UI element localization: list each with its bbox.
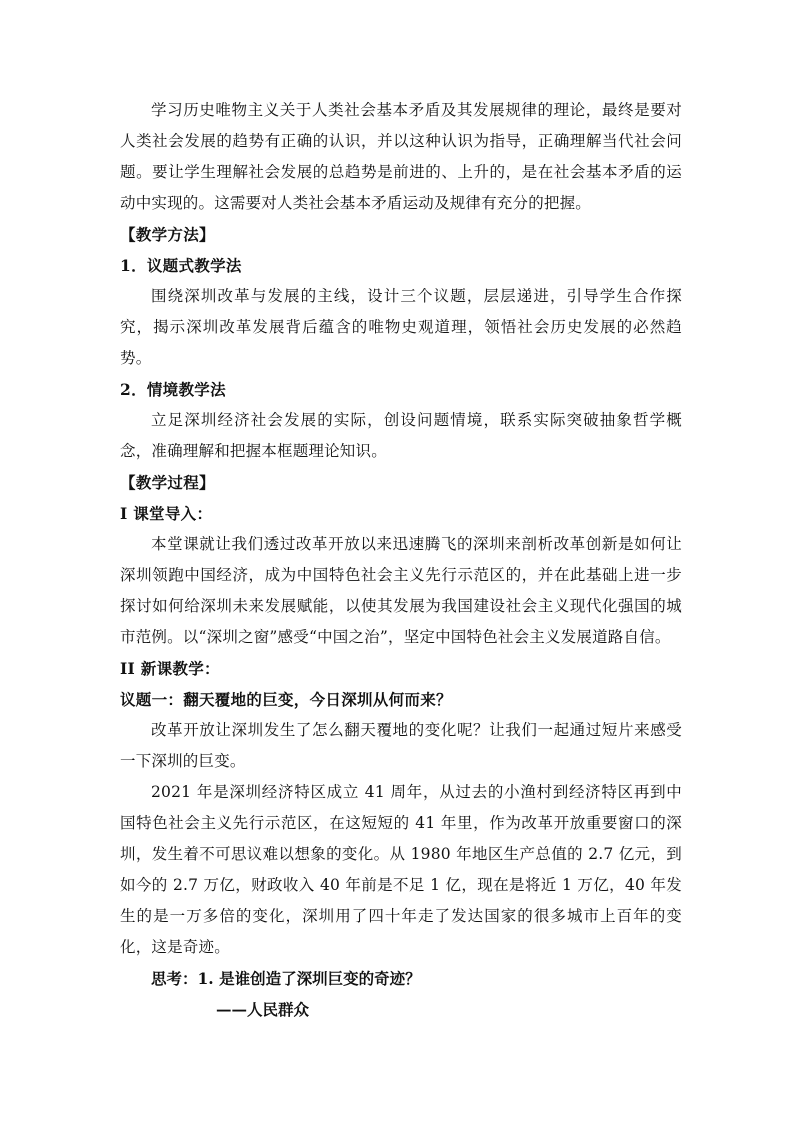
method-2-title: 2．情境教学法	[120, 380, 226, 399]
process-heading: 【教学过程】	[120, 473, 215, 492]
topic-1-text-2: 2021 年是深圳经济特区成立 41 周年，从过去的小渔村到经济特区再到中国特色社会主义先行示范区，在这短短的 41 年里，作为改革开放重要窗口的深圳，发生着不可思议难以想象的变化。从 1980 年地区生产总值的 2.7 亿元，到如今的 2.7 万亿，财政收入 40 年前是不足 1 亿，现在是将近 1 万亿，40 年发生的是一万多倍的变化，深圳用了四十年走了发达国家的很多城市上百年的变化，这是奇迹。	[120, 783, 682, 956]
topic-1-text-1: 改革开放让深圳发生了怎么翻天覆地的变化呢？让我们一起通过短片来感受一下深圳的巨变。	[120, 721, 682, 770]
class-intro-title: I 课堂导入：	[120, 504, 213, 523]
document-page	[120, 95, 682, 1025]
class-intro-text: 本堂课就让我们透过改革开放以来迅速腾飞的深圳来剖析改革创新是如何让深圳领跑中国经济，成为中国特色社会主义先行示范区的，并在此基础上进一步探讨如何给深圳未来发展赋能，以使其发展为我国建设社会主义现代化强国的城市范例。以“深圳之窗”感受“中国之治”，坚定中国特色社会主义发展道路自信。	[120, 535, 682, 646]
topic-1-title: 议题一：翻天覆地的巨变，今日深圳从何而来？	[120, 690, 452, 709]
method-1-text: 围绕深圳改革与发展的主线，设计三个议题，层层递进，引导学生合作探究，揭示深圳改革发展背后蕴含的唯物史观道理，领悟社会历史发展的必然趋势。	[120, 287, 682, 367]
new-lesson-title: II 新课教学：	[120, 659, 220, 678]
intro-paragraph: 学习历史唯物主义关于人类社会基本矛盾及其发展规律的理论，最终是要对人类社会发展的趋势有正确的认识，并以这种认识为指导，正确理解当代社会问题。要让学生理解社会发展的总趋势是前进的、上升的，是在社会基本矛盾的运动中实现的。这需要对人类社会基本矛盾运动及规律有充分的把握。	[120, 101, 682, 212]
think-question: 思考：1. 是谁创造了深圳巨变的奇迹？	[151, 969, 421, 988]
think-answer: ——人民群众	[216, 1000, 310, 1019]
methods-heading: 【教学方法】	[120, 225, 215, 244]
method-1-title: 1．议题式教学法	[120, 256, 242, 275]
method-2-text: 立足深圳经济社会发展的实际，创设问题情境，联系实际突破抽象哲学概念，准确理解和把握本框题理论知识。	[120, 411, 682, 460]
